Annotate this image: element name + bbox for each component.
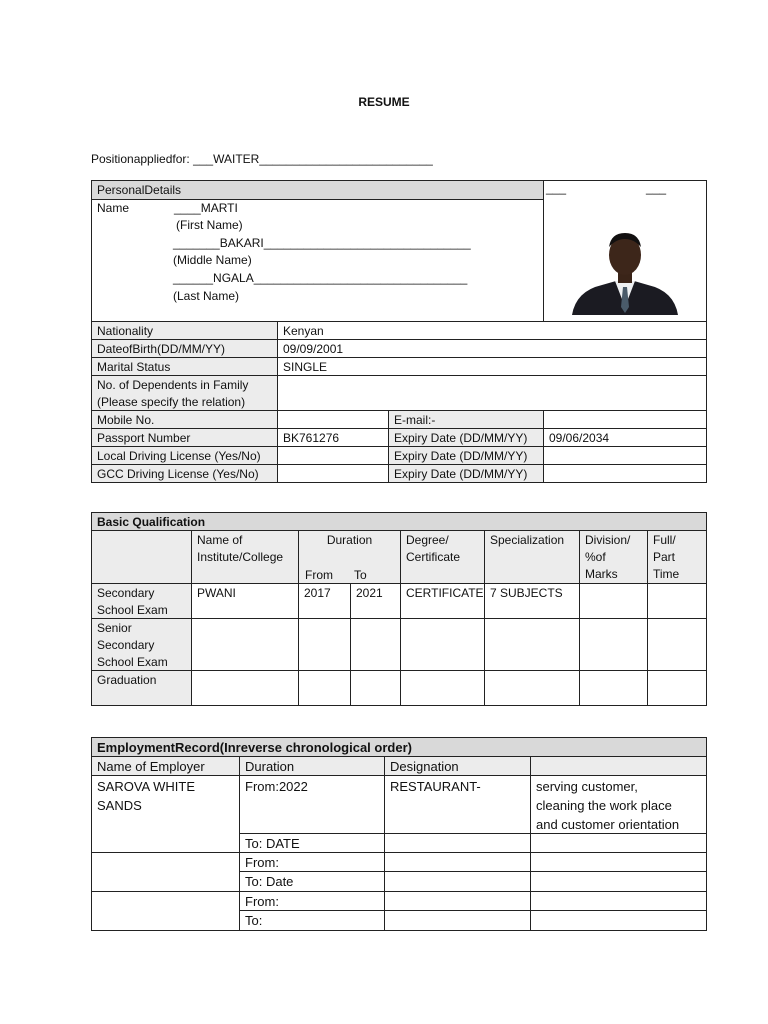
gcc-license-expiry-value [543,464,707,483]
local-license-label: Local Driving License (Yes/No) [91,446,278,465]
applicant-photo [568,229,682,315]
qual-to-label: To [354,568,367,582]
qual-col-institute: Name of Institute/College [191,530,299,584]
emp-duties-blank [530,833,707,853]
emp-to: To: DATE [239,833,385,853]
qual-from-label: From [305,568,333,582]
qual-row-degree [400,670,485,706]
qual-row-institute: PWANI [191,583,299,619]
qual-col-full-part: Full/ Part Time [647,530,707,584]
emp-designation-blank [384,910,531,931]
emp-designation-blank [384,833,531,853]
gcc-license-value [277,464,389,483]
emp-from: From: [239,852,385,872]
qual-row-division [579,670,648,706]
passport-expiry-label: Expiry Date (DD/MM/YY) [388,428,544,447]
qual-col-exam [91,530,192,584]
emp-col-designation: Designation [384,756,531,776]
emp-col-duties [530,756,707,776]
qual-row-institute [191,618,299,671]
personal-details-header: PersonalDetails [91,180,544,200]
emp-to: To: [239,910,385,931]
qual-row-from [298,618,351,671]
qual-row-specialization: 7 SUBJECTS [484,583,580,619]
photo-top-marks: ___ ___ [546,181,667,195]
mobile-label: Mobile No. [91,410,278,429]
qual-col-specialization: Specialization [484,530,580,584]
qual-row-institute [191,670,299,706]
email-label: E-mail:- [388,410,544,429]
qual-row-to: 2021 [350,583,401,619]
first-name-value: ____MARTI [174,201,238,215]
mobile-value [277,410,389,429]
nationality-value: Kenyan [277,321,707,340]
qual-row-from [298,670,351,706]
middle-name-value: _______BAKARI_______________________________ [173,236,471,250]
last-name-caption: (Last Name) [173,289,240,303]
position-value: ___WAITER__________________________ [193,152,433,166]
gcc-license-expiry-label: Expiry Date (DD/MM/YY) [388,464,544,483]
local-license-value [277,446,389,465]
qual-row-full-part [647,618,707,671]
passport-value: BK761276 [277,428,389,447]
qual-row-full-part [647,583,707,619]
emp-employer: SAROVA WHITE SANDS [91,775,240,853]
emp-duties-blank [530,871,707,892]
qual-row-to [350,618,401,671]
position-applied [91,152,433,166]
qualification-header: Basic Qualification [91,512,707,531]
emp-from: From: [239,891,385,911]
qual-row-exam: Secondary School Exam [91,583,192,619]
photo-cell [543,180,707,322]
dependents-label: No. of Dependents in Family (Please specify the relation) [91,375,278,411]
emp-duties: serving customer, cleaning the work place and customer orientation [530,775,707,834]
dependents-value [277,375,707,411]
emp-duties [530,852,707,872]
qual-row-to [350,670,401,706]
nationality-label: Nationality [91,321,278,340]
qual-row-exam: Graduation [91,670,192,706]
name-cell [91,199,544,322]
qual-row-specialization [484,670,580,706]
emp-to: To: Date [239,871,385,892]
emp-designation [384,852,531,872]
qual-row-degree [400,618,485,671]
emp-duties-blank [530,910,707,931]
local-license-expiry-value [543,446,707,465]
qual-row-division [579,618,648,671]
local-license-expiry-label: Expiry Date (DD/MM/YY) [388,446,544,465]
emp-from: From:2022 [239,775,385,834]
passport-expiry-value: 09/06/2034 [543,428,707,447]
qual-duration-label: Duration [326,533,373,547]
qual-row-specialization [484,618,580,671]
emp-designation-blank [384,871,531,892]
gcc-license-label: GCC Driving License (Yes/No) [91,464,278,483]
qual-col-degree: Degree/ Certificate [400,530,485,584]
marital-status-value: SINGLE [277,357,707,376]
emp-employer [91,852,240,892]
qual-row-full-part [647,670,707,706]
email-value [543,410,707,429]
position-label: Positionappliedfor: [91,152,194,166]
qual-row-from: 2017 [298,583,351,619]
middle-name-caption: (Middle Name) [173,253,252,267]
qual-row-exam: Senior Secondary School Exam [91,618,192,671]
page-title: RESUME [358,95,410,109]
qual-row-degree: CERTIFICATE [400,583,485,619]
qual-col-duration [298,530,401,584]
name-label: Name [97,201,130,215]
emp-designation: RESTAURANT- [384,775,531,834]
qual-col-division: Division/ %of Marks [579,530,648,584]
last-name-value: ______NGALA________________________________ [173,271,468,285]
emp-col-duration: Duration [239,756,385,776]
emp-employer [91,891,240,931]
qual-row-division [579,583,648,619]
dob-value: 09/09/2001 [277,339,707,358]
employment-header: EmploymentRecord(Inreverse chronological order) [91,737,707,757]
emp-col-employer: Name of Employer [91,756,240,776]
dob-label: DateofBirth(DD/MM/YY) [91,339,278,358]
first-name-caption: (First Name) [176,218,243,232]
marital-status-label: Marital Status [91,357,278,376]
emp-duties [530,891,707,911]
passport-label: Passport Number [91,428,278,447]
emp-designation [384,891,531,911]
